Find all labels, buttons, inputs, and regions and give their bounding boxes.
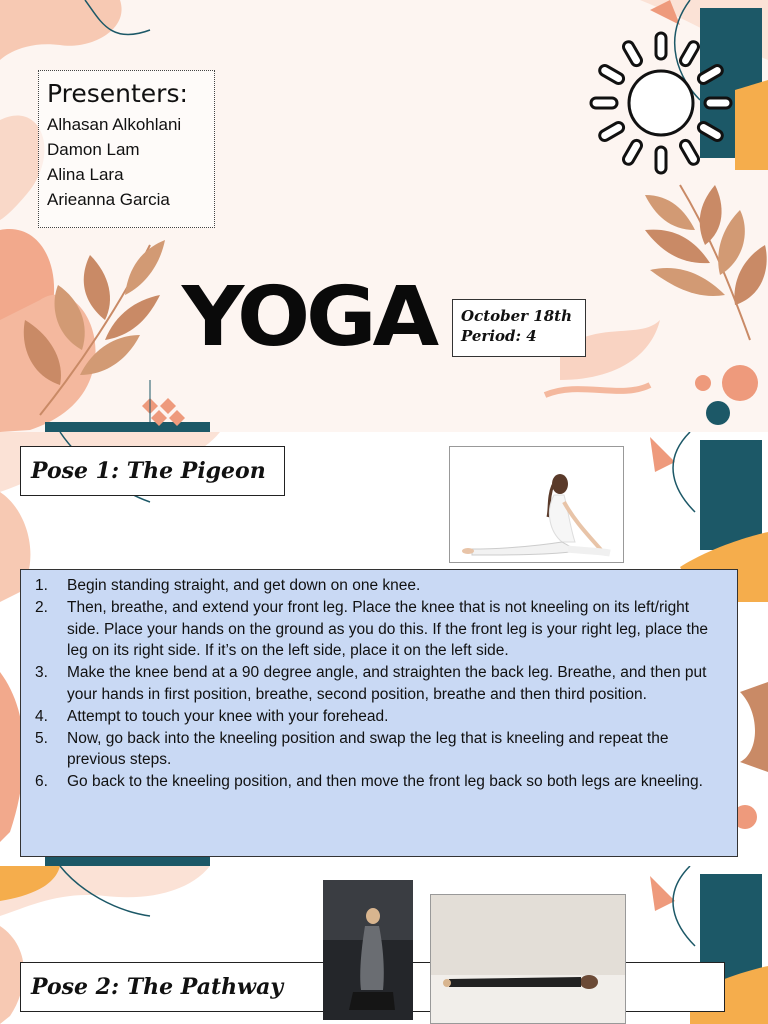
step-number: 4.	[35, 707, 48, 725]
step-text: Begin standing straight, and get down on one knee.	[67, 577, 421, 594]
pose1-title: Pose 1: The Pigeon	[20, 446, 285, 496]
presenter-name: Alhasan Alkohlani	[47, 115, 182, 134]
step-number: 3.	[35, 664, 48, 682]
lying-illustration	[431, 895, 626, 1024]
sun-icon	[586, 28, 736, 178]
step-number: 5.	[35, 729, 48, 747]
title-slide	[0, 0, 768, 432]
pose2-title: Pose 2: The Pathway	[20, 962, 725, 1012]
pose1-steps	[20, 569, 738, 857]
pigeon-pose-illustration	[450, 447, 624, 563]
yoga-logo: YOGA	[181, 270, 435, 365]
leaf-icon	[20, 225, 180, 425]
pigeon-pose-photo	[449, 446, 624, 563]
step-number: 2.	[35, 598, 48, 616]
step-number: 1.	[35, 577, 48, 594]
list-item	[35, 706, 721, 728]
presenters-heading: Presenters:	[47, 79, 188, 108]
kneeling-illustration	[323, 880, 413, 1020]
step-text: Make the knee bend at a 90 degree angle, and straighten the back leg. Breathe, and then put your hands in first position, breathe, second position, breathe and then third position.	[67, 664, 707, 703]
step-text: Now, go back into the kneeling position and swap the leg that is kneeling and repeat the previous steps.	[67, 729, 669, 769]
presenters-box	[38, 70, 215, 228]
presenter-name: Alina Lara	[47, 165, 124, 184]
pose1-slide	[0, 432, 768, 866]
step-text: Then, breathe, and extend your front leg. Place the knee that is not kneeling on its left/right side. Place your hands on the ground as you do this. If the front leg is your right leg, place the leg on its right side. If it’s on the left side, place it on the left side.	[67, 598, 709, 660]
list-item	[35, 771, 721, 793]
list-item	[35, 597, 721, 662]
period-text: Period: 4	[461, 327, 537, 345]
pathway-pose-photo-kneeling	[323, 880, 413, 1020]
step-number: 6.	[35, 773, 48, 791]
presenters-list	[47, 112, 206, 212]
pathway-pose-photo-lying	[430, 894, 626, 1024]
pose2-slide	[0, 866, 768, 1024]
step-text: Attempt to touch your knee with your forehead.	[67, 707, 389, 725]
leaf-icon	[640, 175, 768, 345]
step-text: Go back to the kneeling position, and then move the front leg back so both legs are kneeling.	[67, 773, 703, 791]
presenter-name: Arieanna Garcia	[47, 190, 170, 209]
list-item	[35, 662, 721, 706]
list-item	[35, 728, 721, 772]
presenter-name: Damon Lam	[47, 140, 140, 159]
list-item	[35, 575, 721, 597]
date-box	[452, 299, 586, 357]
steps-list	[35, 575, 721, 793]
date-text: October 18th	[461, 307, 572, 325]
